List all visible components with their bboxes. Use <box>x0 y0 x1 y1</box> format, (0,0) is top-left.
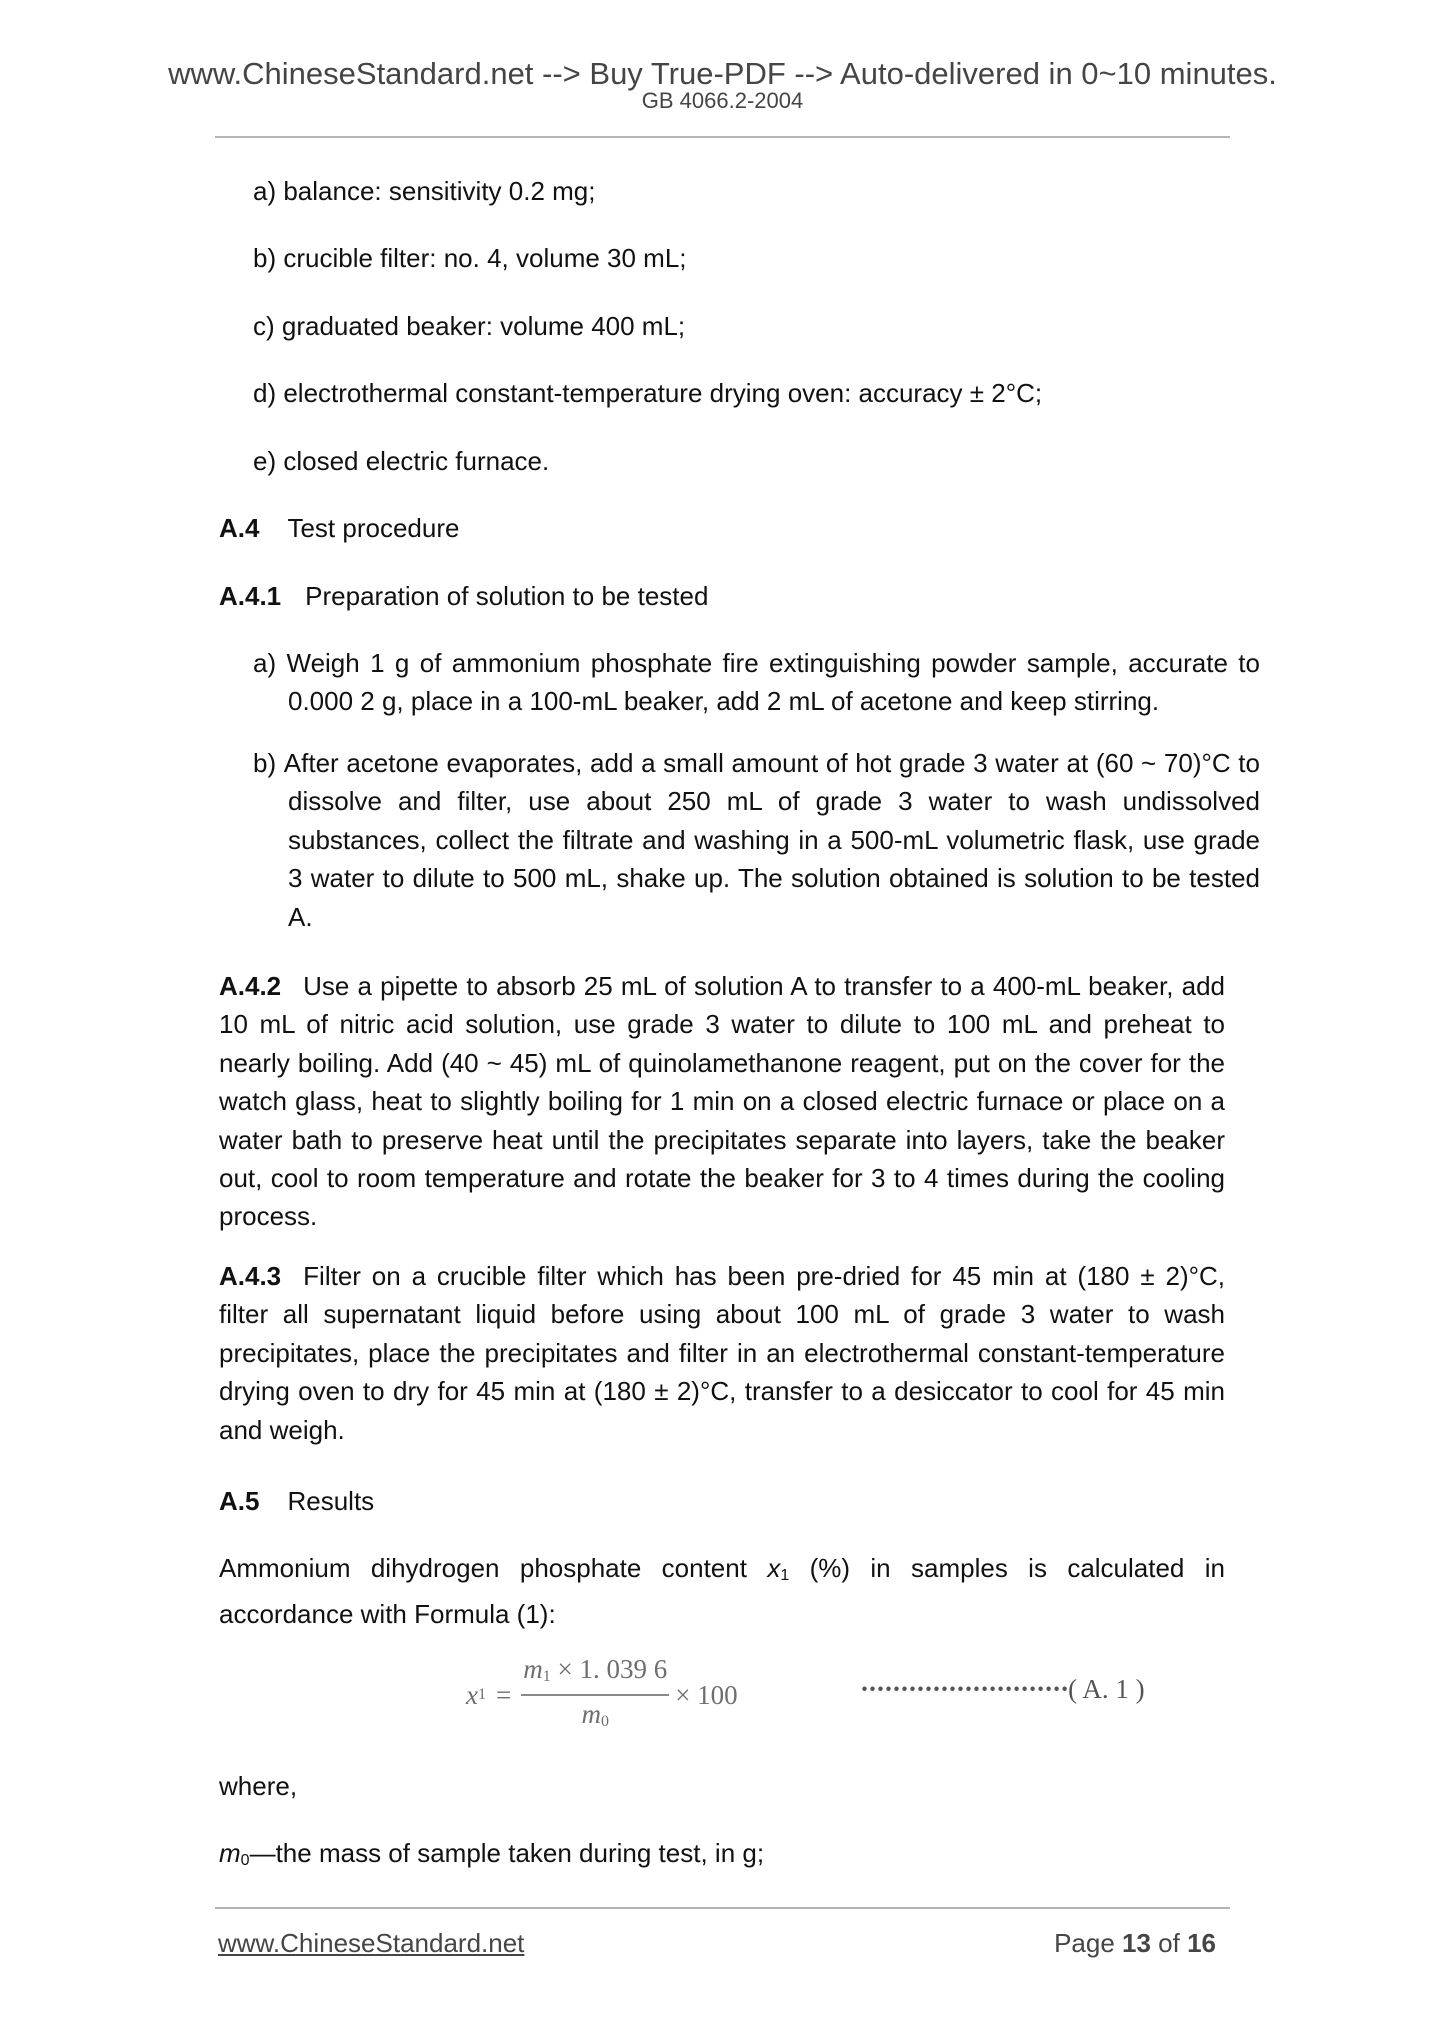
header-divider <box>215 136 1230 138</box>
section-a43 <box>219 1257 1225 1449</box>
formula-number <box>860 1674 1145 1705</box>
footer-site[interactable] <box>218 1928 524 1958</box>
apparatus-item: e) closed electric furnace. <box>253 446 550 476</box>
section-text: Filter on a crucible filter which has been pre-dried for 45 min at (180 ± 2)°C, filter all supernatant liquid before using about 100 mL of grade 3 water to wash precipitates, place the precipitates and filter in an electrothermal constant-temperature drying oven to dry for 45 min at (180 ± 2)°C, transfer to a desiccator to cool for 45 min and weigh. <box>219 1261 1225 1445</box>
item-label: b) <box>253 748 277 778</box>
section-number: A.4 <box>219 513 260 543</box>
footer-divider <box>215 1907 1230 1909</box>
footer-site-link[interactable]: www.ChineseStandard.net <box>218 1928 525 1958</box>
item-text: After acetone evaporates, add a small amount of hot grade 3 water at (60 ~ 70)°C to dissolve and filter, use about 250 mL of grade 3 water to wash undissolved substances, collect the filtrate and washing in a 500-mL volumetric flask, use grade 3 water to dilute to 500 mL, shake up. The solution obtained is solution to be tested A. <box>283 748 1260 932</box>
apparatus-item: d) electrothermal constant-temperature drying oven: accuracy ± 2°C; <box>253 378 1043 408</box>
dot-leader: ·························· <box>860 1674 1069 1704</box>
section-a42 <box>219 967 1225 1236</box>
formula-fraction <box>521 1654 669 1737</box>
formula-denominator: m0 <box>581 1698 609 1730</box>
page-total: 16 <box>1187 1928 1216 1958</box>
definition-m0: m0—the mass of sample taken during test, in g; <box>219 1838 765 1869</box>
section-title: Test procedure <box>287 513 460 543</box>
apparatus-item: a) balance: sensitivity 0.2 mg; <box>253 176 596 206</box>
formula-a1: x 1 = $\frac{m1 \times 1. 039 6}{m0}$ × 100 <box>466 1655 738 1735</box>
section-text: Use a pipette to absorb 25 mL of solution A to transfer to a 400-mL beaker, add 10 mL of nitric acid solution, use grade 3 water to dilute to 100 mL and preheat to nearly boiling. Add (40 ~ 45) mL of quinolamethanone reagent, put on the cover for the watch glass, heat to slightly boiling for 1 min on a closed electric furnace or place on a water bath to preserve heat until the precipitates separate into layers, take the beaker out, cool to room temperature and rotate the beaker for 3 to 4 times during the cooling process. <box>219 971 1225 1232</box>
section-number: A.4.3 <box>219 1261 282 1291</box>
section-heading-a4 <box>219 509 459 547</box>
apparatus-item: c) graduated beaker: volume 400 mL; <box>253 311 686 341</box>
item-text: Weigh 1 g of ammonium phosphate fire extinguishing powder sample, accurate to 0.000 2 g, place in a 100-mL beaker, add 2 mL of acetone and keep stirring. <box>286 648 1260 717</box>
section-number: A.4.2 <box>219 971 282 1001</box>
header-banner: www.ChineseStandard.net --> Buy True-PDF --> Auto-delivered in 0~10 minutes. <box>168 56 1277 91</box>
variable-x: x <box>767 1553 781 1583</box>
item-label: a) <box>253 648 277 678</box>
apparatus-item: b) crucible filter: no. 4, volume 30 mL; <box>253 243 687 273</box>
procedure-item-a <box>253 644 1260 721</box>
section-title: Results <box>287 1486 375 1516</box>
procedure-item-b <box>253 744 1260 936</box>
formula-numerator: m1 × 1. 039 6 <box>521 1654 669 1696</box>
section-title: Preparation of solution to be tested <box>305 581 709 611</box>
page-indicator: Page 13 of 16 <box>1054 1928 1216 1958</box>
section-number: A.5 <box>219 1486 260 1516</box>
section-number: A.4.1 <box>219 581 282 611</box>
section-heading-a41 <box>219 577 708 615</box>
results-intro: Ammonium dihydrogen phosphate content x1 (%) in samples is calculated in accordance with Formula (1): <box>219 1553 1225 1630</box>
equation-label: ( A. 1 ) <box>1068 1674 1145 1704</box>
section-heading-a5 <box>219 1482 374 1520</box>
page-current: 13 <box>1122 1928 1151 1958</box>
where-label: where, <box>219 1771 298 1801</box>
standard-code: GB 4066.2-2004 <box>641 88 804 113</box>
